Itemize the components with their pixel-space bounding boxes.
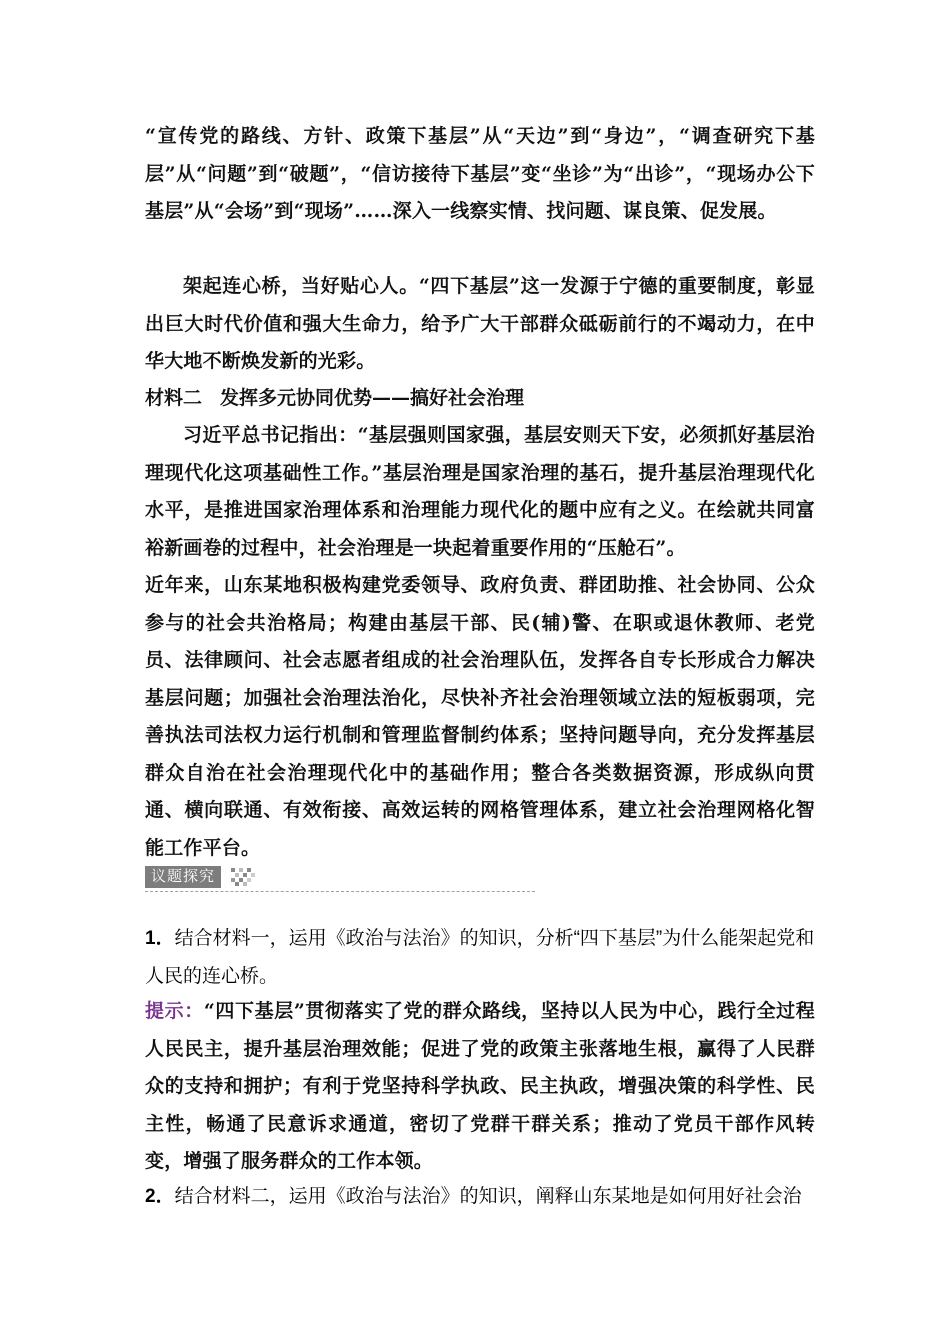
material2-paragraph-1: 习近平总书记指出：“基层强则国家强，基层安则天下安，必须抓好基层治理现代化这项基础性工作。”基层治理是国家治理的基石，提升基层治理现代化水平，是推进国家治理体系和治理能力现代化的题中应有之义。在绘就共同富裕新画卷的过程中，社会治理是一块起着重要作用的“压舱石”。 (145, 424, 815, 559)
material2-title: 发挥多元协同优势——搞好社会治理 (220, 387, 525, 409)
question-2-number: 2． (145, 1186, 175, 1207)
material2-heading (145, 380, 524, 418)
question-1-text: 结合材料一，运用《政治与法治》的知识，分析“四下基层”为什么能架起党和人民的连心桥。 (145, 928, 815, 987)
material2-paragraph-2: 近年来，山东某地积极构建党委领导、政府负责、群团助推、社会协同、公众参与的社会共治格局；构建由基层干部、民(辅)警、在职或退休教师、老党员、法律顾问、社会志愿者组成的社会治理队伍，发挥各自专长形成合力解决基层问题；加强社会治理法治化，尽快补齐社会治理领域立法的短板弱项，完善执法司法权力运行机制和管理监督制约体系；坚持问题导向，充分发挥基层群众自治在社会治理现代化中的基础作用；整合各类数据资源，形成纵向贯通、横向联通、有效衔接、高效运转的网格管理体系，建立社会治理网格化智能工作平台。 (145, 574, 815, 859)
question-1 (145, 920, 815, 995)
section-divider (145, 866, 535, 894)
hint-label: 提示： (145, 1001, 204, 1022)
material1-paragraph-2: 架起连心桥，当好贴心人。“四下基层”这一发源于宁德的重要制度，彰显出巨大时代价值和强大生命力，给予广大干部群众砥砺前行的不竭动力，在中华大地不断焕发新的光彩。 (145, 275, 815, 372)
material2-label: 材料二 (145, 387, 203, 409)
dots-pattern-icon (231, 868, 257, 886)
section-badge: 议题探究 (145, 866, 221, 888)
material1-paragraph-1: “宣传党的路线、方针、政策下基层”从“天边”到“身边”，“调查研究下基层”从“问题”到“破题”，“信访接待下基层”变“坐诊”为“出诊”，“现场办公下基层”从“会场”到“现场”……深入一线察实情、找问题、谋良策、促发展。 (145, 125, 815, 222)
hint-text: “四下基层”贯彻落实了党的群众路线，坚持以人民为中心，践行全过程人民民主，提升基层治理效能；促进了党的政策主张落地生根，赢得了人民群众的支持和拥护；有利于党坚持科学执政、民主执政，增强决策的科学性、民主性，畅通了民意诉求通道，密切了党群干群关系；推动了党员干部作风转变，增强了服务群众的工作本领。 (145, 1000, 815, 1172)
question-1-hint (145, 993, 815, 1181)
question-2 (145, 1178, 815, 1216)
question-2-text: 结合材料二，运用《政治与法治》的知识，阐释山东某地是如何用好社会治 (174, 1186, 802, 1207)
question-1-number: 1． (145, 928, 175, 949)
dashed-rule (145, 891, 535, 892)
